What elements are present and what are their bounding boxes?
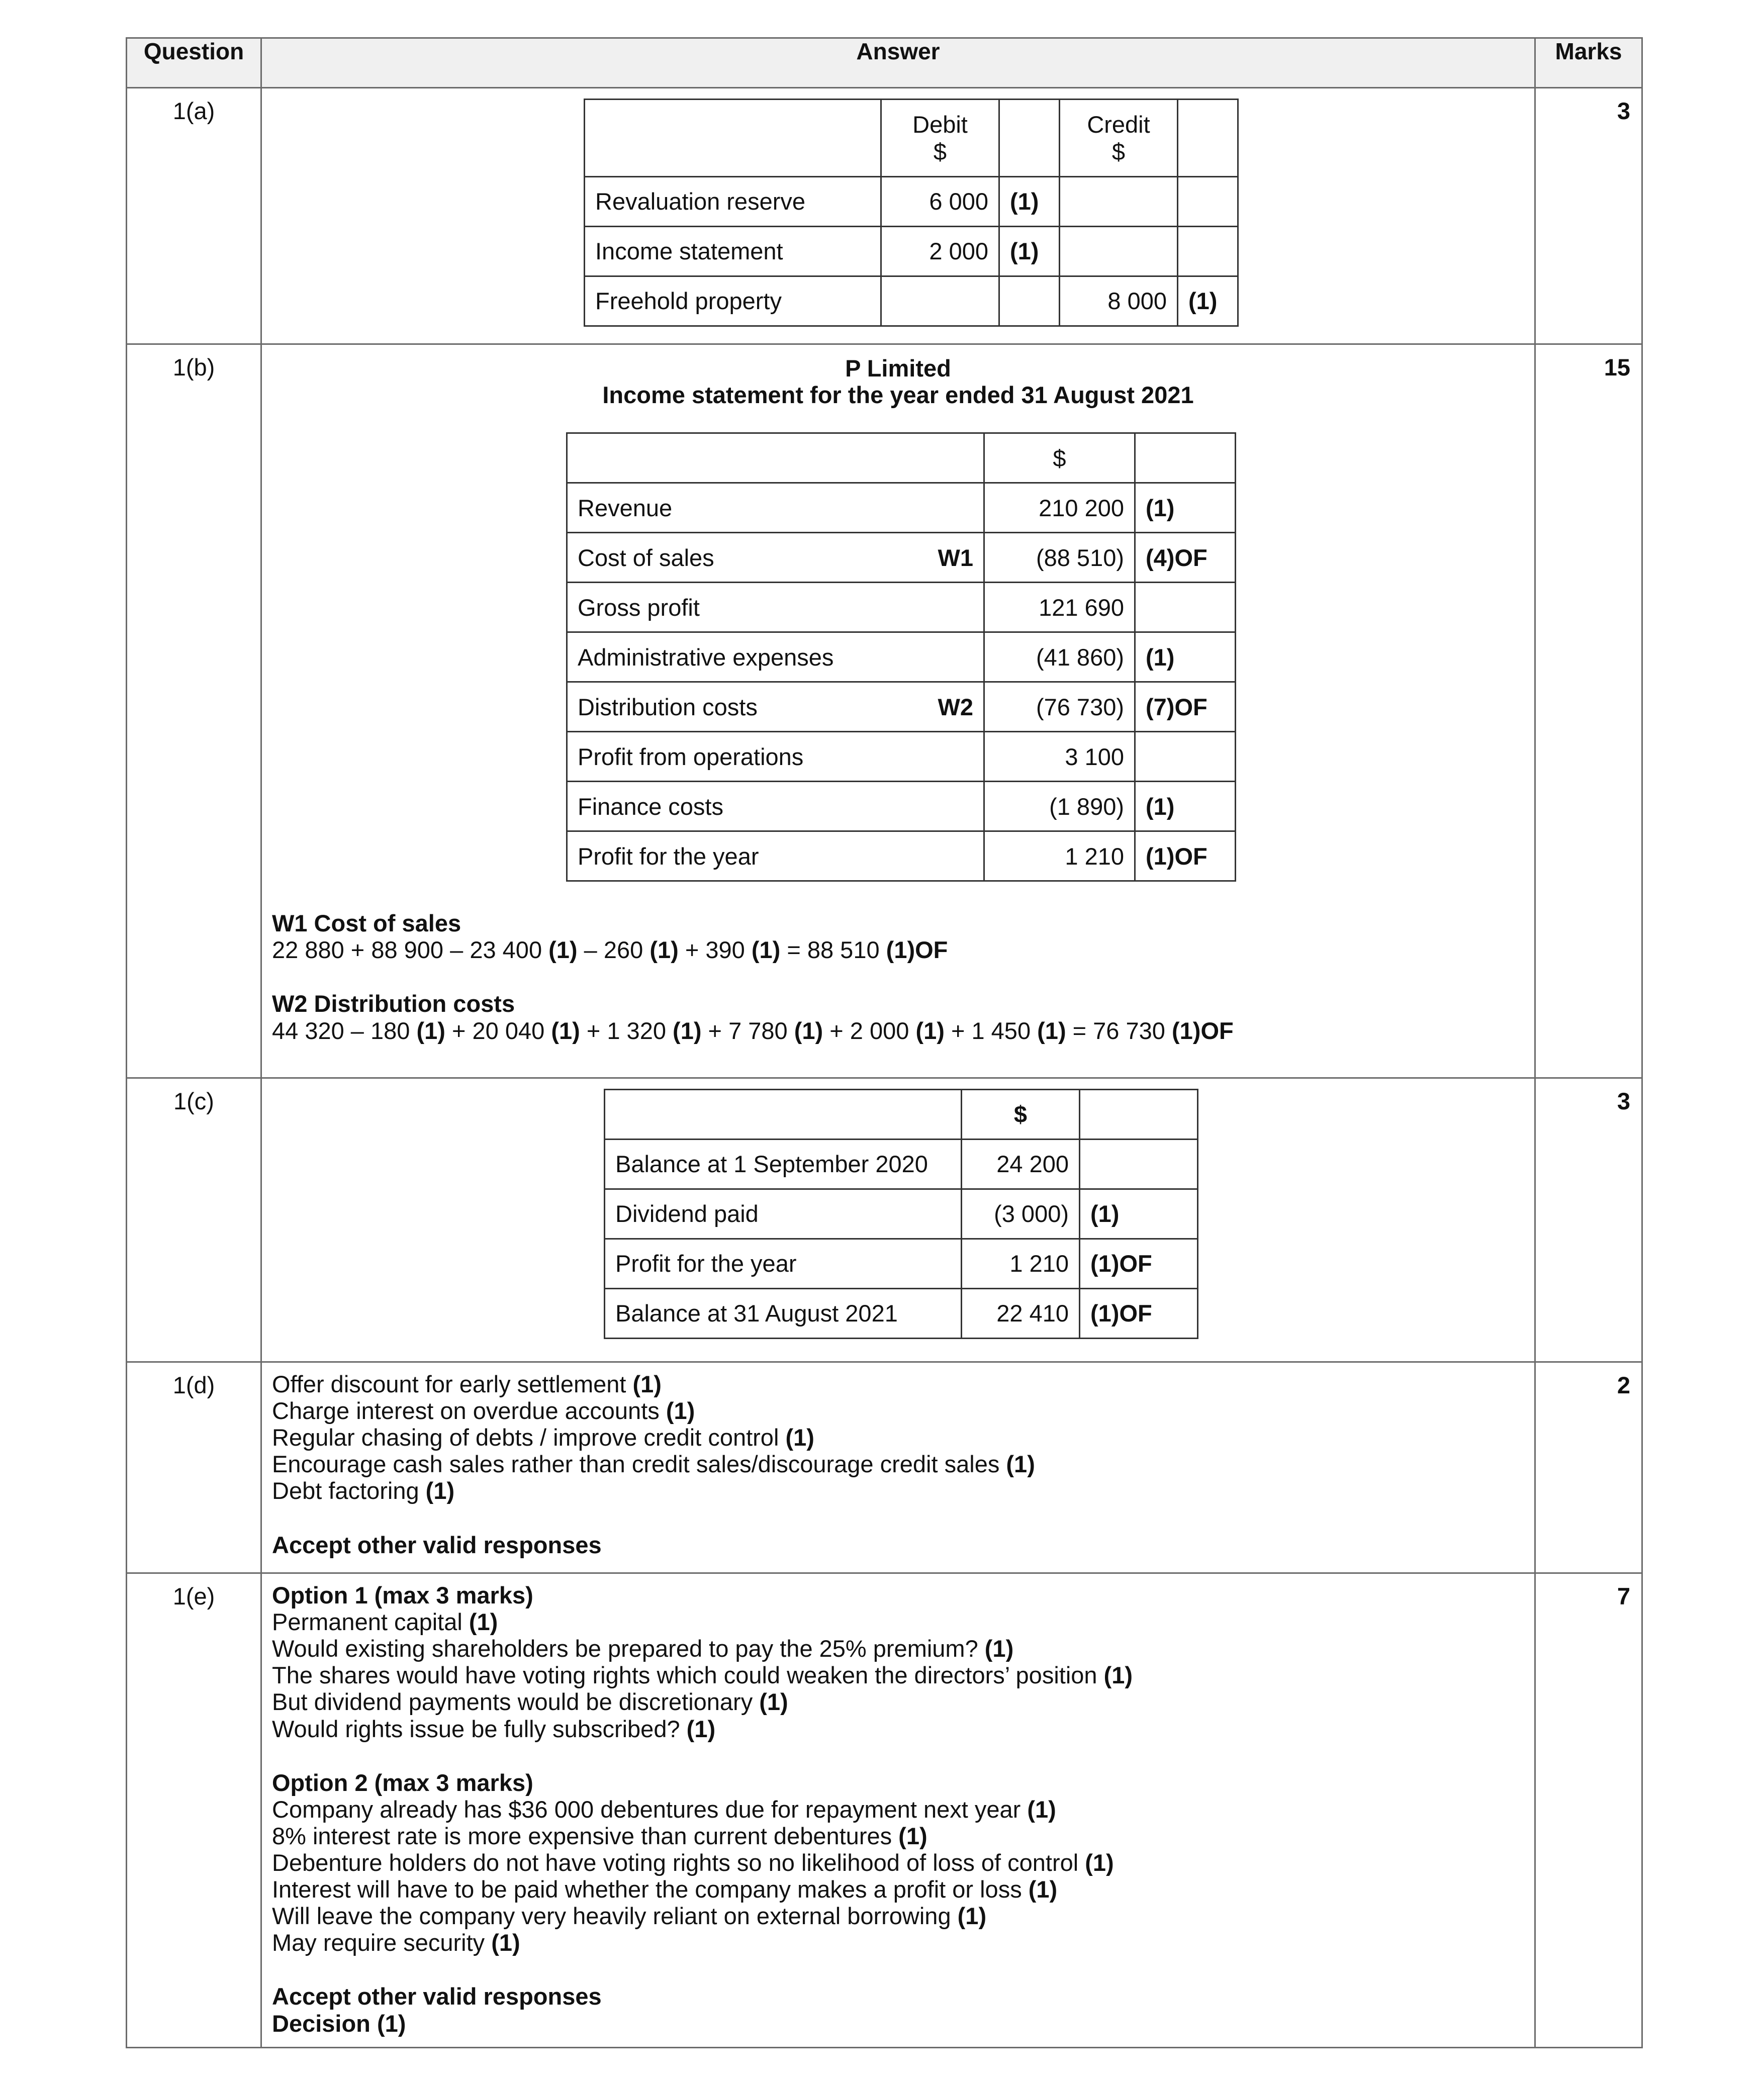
question-label: 1(c) [127, 1078, 261, 1362]
journal-header-row [585, 100, 1238, 177]
answer-point [272, 1662, 1524, 1688]
working-ref: W2 [889, 682, 984, 732]
retained-value: 24 200 [962, 1140, 1080, 1189]
question-row-1e [127, 1573, 1642, 2048]
point-text: Regular chasing of debts / improve credit control [272, 1424, 786, 1451]
calc-text: + 20 040 [445, 1017, 551, 1044]
debit-mark: (1) [999, 227, 1060, 276]
point-text: Offer discount for early settlement [272, 1371, 633, 1397]
debit-mark: (1) [999, 177, 1060, 227]
retained-mark: (1)OF [1080, 1239, 1198, 1289]
answer-cell [261, 1362, 1535, 1573]
debit-value: 6 000 [881, 177, 999, 227]
point-text: Would existing shareholders be prepared to pay the 25% premium? [272, 1635, 985, 1662]
point-text: May require security [272, 1929, 492, 1956]
statement-value: 1 210 [984, 831, 1135, 881]
statement-row [567, 583, 1236, 632]
debit-label: Debit [912, 111, 968, 138]
decision-line [272, 2010, 1524, 2037]
statement-heading [272, 355, 1524, 408]
point-mark: (1) [785, 1424, 814, 1451]
working-ref [889, 583, 984, 632]
point-text: Debt factoring [272, 1477, 426, 1504]
answer-points [272, 1371, 1524, 1504]
answer-point [272, 1823, 1524, 1849]
working-ref [889, 831, 984, 881]
statement-row [567, 782, 1236, 831]
question-row-1a [127, 88, 1642, 344]
statement-row [567, 732, 1236, 782]
point-mark: (1) [1103, 1662, 1133, 1689]
point-text: But dividend payments would be discretionary [272, 1688, 760, 1716]
marks-value: 2 [1535, 1362, 1642, 1573]
journal-row [585, 227, 1238, 276]
retained-row [605, 1289, 1198, 1339]
answer-cell [261, 1573, 1535, 2048]
journal-table [584, 99, 1239, 327]
working-title: W2 Distribution costs [272, 990, 515, 1017]
point-text: 8% interest rate is more expensive than current debentures [272, 1822, 899, 1849]
statement-item: Administrative expenses [567, 632, 889, 682]
point-mark: (1) [759, 1688, 788, 1716]
credit-mark [1178, 177, 1238, 227]
retained-row [605, 1140, 1198, 1189]
retained-item: Balance at 31 August 2021 [605, 1289, 962, 1339]
point-text: Will leave the company very heavily reliant on external borrowing [272, 1903, 958, 1930]
credit-value [1060, 227, 1178, 276]
calc-text: 22 880 + 88 900 – 23 400 [272, 936, 549, 964]
marks-value: 7 [1535, 1573, 1642, 2048]
answer-point [272, 1929, 1524, 1956]
answer-point [272, 1796, 1524, 1823]
blank-cell [889, 433, 984, 483]
unit-row [567, 433, 1236, 483]
debit-value [881, 276, 999, 326]
statement-mark: (4)OF [1135, 533, 1236, 583]
calc-text: = 76 730 [1066, 1017, 1172, 1044]
answer-cell [261, 344, 1535, 1078]
blank-cell [567, 433, 889, 483]
statement-value: 210 200 [984, 483, 1135, 533]
question-label: 1(d) [127, 1362, 261, 1573]
point-mark: (1) [666, 1397, 695, 1425]
accept-note: Accept other valid responses [272, 1531, 602, 1558]
working-ref [889, 483, 984, 533]
option1-points [272, 1608, 1524, 1742]
statement-value: 121 690 [984, 583, 1135, 632]
point-mark: (1) [686, 1715, 716, 1742]
calc-mark: (1) [1037, 1017, 1066, 1044]
question-header: Question [127, 38, 261, 88]
working-ref [889, 632, 984, 682]
question-row-1c [127, 1078, 1642, 1362]
statement-item: Profit from operations [567, 732, 889, 782]
point-mark: (1) [1027, 1795, 1056, 1823]
working-ref [889, 732, 984, 782]
answer-point [272, 1451, 1524, 1477]
statement-value: (76 730) [984, 682, 1135, 732]
statement-row [567, 682, 1236, 732]
statement-mark: (1) [1135, 632, 1236, 682]
calc-mark: (1) [548, 936, 578, 964]
statement-item: Profit for the year [567, 831, 889, 881]
header-row [127, 38, 1642, 88]
company-name: P Limited [845, 355, 951, 382]
debit-header [881, 100, 999, 177]
calc-text: + 2 000 [823, 1017, 916, 1044]
question-label: 1(b) [127, 344, 261, 1078]
point-text: Debenture holders do not have voting rights so no likelihood of loss of control [272, 1849, 1085, 1876]
retained-value: (3 000) [962, 1189, 1080, 1239]
point-text: Permanent capital [272, 1608, 469, 1636]
answer-point [272, 1876, 1524, 1903]
point-text: The shares would have voting rights which could weaken the directors’ position [272, 1662, 1104, 1689]
retained-earnings-table [604, 1089, 1198, 1339]
credit-value: 8 000 [1060, 276, 1178, 326]
statement-row [567, 483, 1236, 533]
point-mark: (1) [491, 1929, 520, 1956]
marks-value: 3 [1535, 88, 1642, 344]
calc-mark: (1) [673, 1017, 702, 1044]
debit-unit: $ [933, 138, 947, 165]
calc-text: = 88 510 [780, 936, 886, 964]
unit-header: $ [962, 1090, 1080, 1140]
retained-row [605, 1189, 1198, 1239]
statement-mark: (1) [1135, 782, 1236, 831]
statement-item: Finance costs [567, 782, 889, 831]
mark-scheme-table [126, 37, 1643, 2048]
statement-value: 3 100 [984, 732, 1135, 782]
journal-row [585, 177, 1238, 227]
working-calculation [272, 1017, 1524, 1044]
point-text: Charge interest on overdue accounts [272, 1397, 666, 1425]
retained-row [605, 1239, 1198, 1289]
option2-points [272, 1796, 1524, 1956]
blank-cell [1178, 100, 1238, 177]
calc-text: + 1 320 [580, 1017, 673, 1044]
calc-text: 44 320 – 180 [272, 1017, 417, 1044]
answer-header: Answer [261, 38, 1535, 88]
working-title: W1 Cost of sales [272, 910, 461, 937]
answer-cell [261, 1078, 1535, 1362]
statement-row [567, 831, 1236, 881]
retained-value: 1 210 [962, 1239, 1080, 1289]
calc-mark: (1)OF [886, 936, 948, 964]
working-calculation [272, 936, 1524, 963]
calc-mark: (1) [751, 936, 781, 964]
credit-mark: (1) [1178, 276, 1238, 326]
answer-point [272, 1371, 1524, 1397]
credit-header [1060, 100, 1178, 177]
retained-mark: (1) [1080, 1189, 1198, 1239]
point-mark: (1) [1006, 1451, 1035, 1478]
point-text: Would rights issue be fully subscribed? [272, 1715, 687, 1742]
statement-value: (41 860) [984, 632, 1135, 682]
calc-text: – 260 [577, 936, 650, 964]
decision-mark: (1) [377, 2010, 406, 2037]
journal-item: Revaluation reserve [585, 177, 881, 227]
unit-header: $ [984, 433, 1135, 483]
retained-mark: (1)OF [1080, 1289, 1198, 1339]
statement-value: (1 890) [984, 782, 1135, 831]
journal-item: Income statement [585, 227, 881, 276]
retained-item: Balance at 1 September 2020 [605, 1140, 962, 1189]
point-mark: (1) [898, 1822, 927, 1849]
statement-row [567, 632, 1236, 682]
point-text: Encourage cash sales rather than credit sales/discourage credit sales [272, 1451, 1006, 1478]
answer-point [272, 1688, 1524, 1715]
accept-note: Accept other valid responses [272, 1983, 602, 2010]
answer-point [272, 1635, 1524, 1662]
marks-value: 15 [1535, 344, 1642, 1078]
answer-point [272, 1849, 1524, 1876]
point-mark: (1) [1028, 1876, 1058, 1903]
calc-mark: (1) [416, 1017, 445, 1044]
calc-text: + 7 780 [701, 1017, 794, 1044]
option2-title: Option 2 (max 3 marks) [272, 1769, 533, 1796]
working-w2 [272, 990, 1524, 1044]
answer-point [272, 1397, 1524, 1424]
workings [272, 910, 1524, 1044]
calc-mark: (1) [649, 936, 679, 964]
retained-mark [1080, 1140, 1198, 1189]
retained-item: Profit for the year [605, 1239, 962, 1289]
income-statement-table [566, 432, 1236, 882]
statement-mark: (7)OF [1135, 682, 1236, 732]
calc-mark: (1) [915, 1017, 945, 1044]
journal-item: Freehold property [585, 276, 881, 326]
calc-text: + 1 450 [944, 1017, 1038, 1044]
statement-value: (88 510) [984, 533, 1135, 583]
decision-text: Decision [272, 2010, 377, 2037]
statement-item: Gross profit [567, 583, 889, 632]
statement-mark [1135, 583, 1236, 632]
point-mark: (1) [1085, 1849, 1114, 1876]
blank-cell [1135, 433, 1236, 483]
unit-row [605, 1090, 1198, 1140]
question-label: 1(a) [127, 88, 261, 344]
answer-point [272, 1477, 1524, 1504]
statement-mark: (1) [1135, 483, 1236, 533]
debit-mark [999, 276, 1060, 326]
statement-title: Income statement for the year ended 31 August 2021 [602, 382, 1194, 409]
calc-mark: (1) [794, 1017, 823, 1044]
statement-item: Cost of sales [567, 533, 889, 583]
statement-mark: (1)OF [1135, 831, 1236, 881]
blank-cell [999, 100, 1060, 177]
answer-point [272, 1608, 1524, 1635]
question-row-1b [127, 344, 1642, 1078]
retained-item: Dividend paid [605, 1189, 962, 1239]
point-mark: (1) [957, 1903, 987, 1930]
working-ref [889, 782, 984, 831]
blank-cell [585, 100, 881, 177]
statement-mark [1135, 732, 1236, 782]
blank-cell [1080, 1090, 1198, 1140]
calc-mark: (1) [551, 1017, 580, 1044]
question-row-1d [127, 1362, 1642, 1573]
point-mark: (1) [469, 1608, 498, 1636]
answer-point [272, 1424, 1524, 1451]
answer-cell [261, 88, 1535, 344]
marks-value: 3 [1535, 1078, 1642, 1362]
point-text: Interest will have to be paid whether the company makes a profit or loss [272, 1876, 1029, 1903]
answer-point [272, 1716, 1524, 1742]
credit-value [1060, 177, 1178, 227]
point-mark: (1) [984, 1635, 1014, 1662]
option1-title: Option 1 (max 3 marks) [272, 1582, 533, 1608]
calc-text: + 390 [678, 936, 752, 964]
retained-value: 22 410 [962, 1289, 1080, 1339]
calc-mark: (1)OF [1172, 1017, 1234, 1044]
credit-label: Credit [1087, 111, 1150, 138]
credit-unit: $ [1111, 138, 1126, 165]
statement-item: Revenue [567, 483, 889, 533]
credit-mark [1178, 227, 1238, 276]
blank-cell [605, 1090, 962, 1140]
statement-item: Distribution costs [567, 682, 889, 732]
point-mark: (1) [425, 1477, 455, 1504]
working-w1 [272, 910, 1524, 963]
marks-header: Marks [1535, 38, 1642, 88]
question-label: 1(e) [127, 1573, 261, 2048]
point-mark: (1) [632, 1371, 662, 1397]
journal-row [585, 276, 1238, 326]
working-ref: W1 [889, 533, 984, 583]
statement-row [567, 533, 1236, 583]
answer-point [272, 1903, 1524, 1929]
debit-value: 2 000 [881, 227, 999, 276]
point-text: Company already has $36 000 debentures due for repayment next year [272, 1795, 1028, 1823]
